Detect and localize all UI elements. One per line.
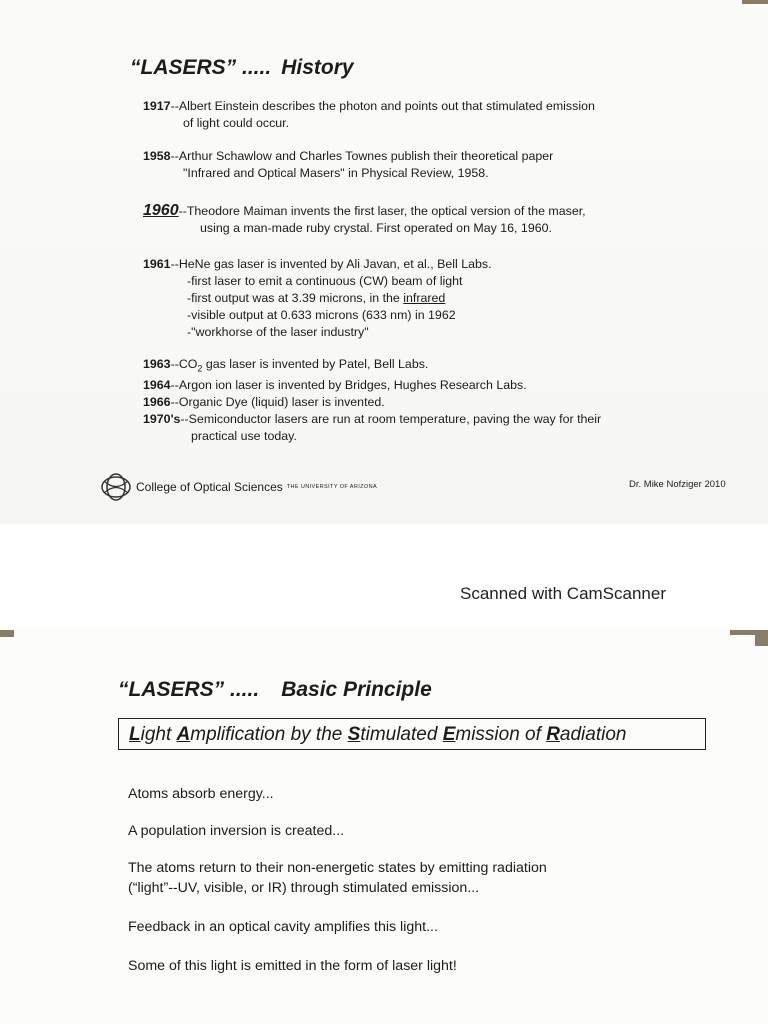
timeline-entry-1966: 1966--Organic Dye (liquid) laser is invented. xyxy=(143,395,385,410)
timeline-entry-1958: 1958--Arthur Schawlow and Charles Townes publish their theoretical paper "Infrared and Optical Masers" in Physical Review, 1958. xyxy=(143,149,554,180)
laser-acronym-box: Light Amplification by the Stimulated Emission of Radiation xyxy=(118,718,706,750)
optical-sciences-logo-icon xyxy=(100,472,132,502)
principle-step-1: Atoms absorb energy... xyxy=(128,786,274,802)
principle-step-5: Some of this light is emitted in the form of laser light! xyxy=(128,958,457,974)
timeline-entry-1964: 1964--Argon ion laser is invented by Bridges, Hughes Research Labs. xyxy=(143,378,527,393)
university-name: THE UNIVERSITY OF ARIZONA xyxy=(286,484,378,490)
principle-title: “LASERS” ..... Basic Principle xyxy=(118,678,432,701)
timeline-entry-1963: $1963--CO_2$ gas laser is invented by Patel, Bell Labs. xyxy=(143,357,429,374)
scan-edge-mark xyxy=(0,630,14,637)
timeline-later-entries: $1963--CO_2$ gas laser is invented by Patel, Bell Labs. 1964--Argon ion laser is invented by Bridges, Hughes Research Labs. 1966--Organic Dye (liquid) laser is invented. 1970's--Semiconductor lasers are run at room temperature, paving the way for their practical use today. xyxy=(143,357,602,444)
hene-bullet-list: -first laser to emit a continuous (CW) beam of light -first output was at 3.39 microns, in the infrared -visible output at 0.633 microns (633 nm) in 1962 -"workhorse of the laser industry" xyxy=(187,274,463,339)
college-name: College of Optical Sciences xyxy=(136,480,283,494)
page-gap xyxy=(0,524,768,628)
scan-edge-mark xyxy=(755,630,768,646)
timeline-entry-1961: 1961--HeNe gas laser is invented by Ali Javan, et al., Bell Labs. -first laser to emit a continuous (CW) beam of light -first output was at 3.39 microns, in the infrared -visible output at 0.633 microns (633 nm) in 1962 -"workhorse of the laser industry" xyxy=(143,257,492,339)
timeline-entry-1917: 1917--Albert Einstein describes the photon and points out that stimulated emission of light could occur. xyxy=(143,99,595,130)
principle-step-3: The atoms return to their non-energetic states by emitting radiation (“light”--UV, visible, or IR) through stimulated emission... xyxy=(128,860,547,896)
scanner-watermark: Scanned with CamScanner xyxy=(460,584,667,603)
author-credit: Dr. Mike Nofziger 2010 xyxy=(629,479,726,490)
principle-step-2: A population inversion is created... xyxy=(128,823,345,839)
history-title: “LASERS” ..... History xyxy=(130,56,354,79)
scan-edge-mark xyxy=(742,0,768,4)
principle-step-4: Feedback in an optical cavity amplifies this light... xyxy=(128,919,438,935)
timeline-entry-1970s: 1970's--Semiconductor lasers are run at room temperature, paving the way for their xyxy=(143,412,602,427)
college-logo xyxy=(100,472,377,502)
timeline-entry-1960: 1960--Theodore Maiman invents the first laser, the optical version of the maser, using a man-made ruby crystal. First operated on May 16, 1960. xyxy=(143,202,586,235)
